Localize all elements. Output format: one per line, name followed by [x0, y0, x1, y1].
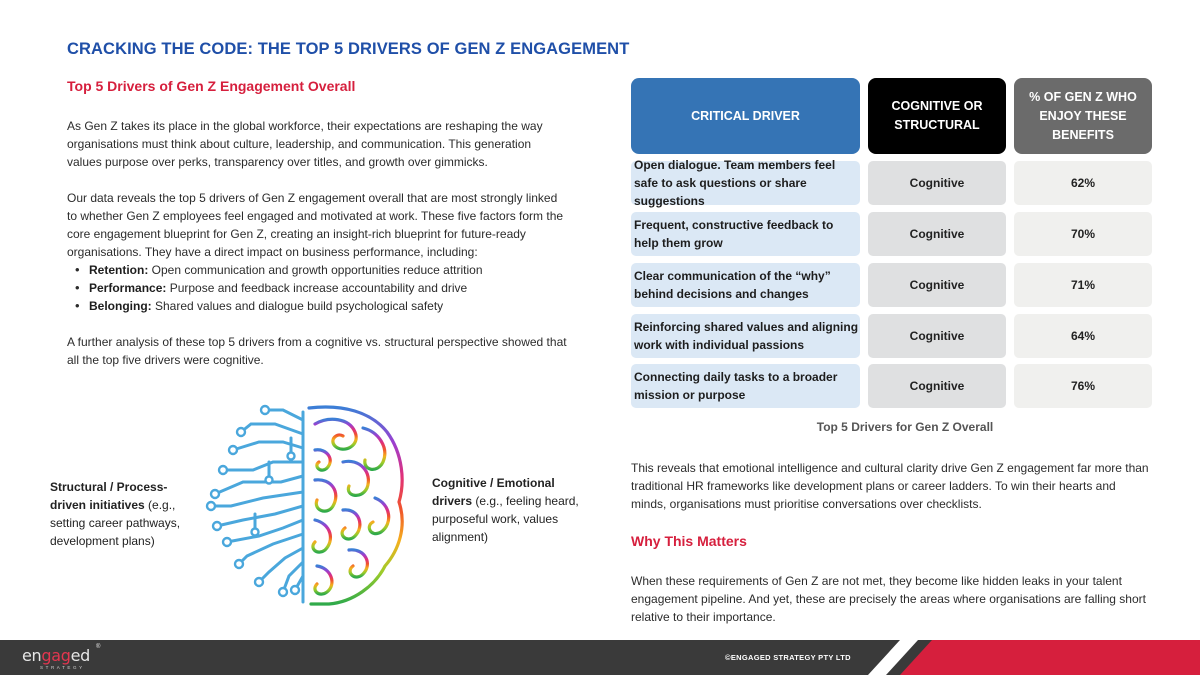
why-paragraph: When these requirements of Gen Z are not met, they become like hidden leaks in your talent engagement pipeline. And yet, these are precisely the areas where organisations are falling short relative to their importance.: [631, 574, 1146, 624]
cognitive-label-text: (e.g., feeling heard, purposeful work, values alignment): [432, 494, 579, 544]
intro-text-block: [67, 117, 567, 387]
circuit-hemisphere: [211, 410, 303, 602]
cognitive-hemisphere: [309, 407, 402, 604]
registered-mark: ®: [96, 644, 101, 650]
structural-label-text: (e.g., setting career pathways, development plans): [50, 498, 181, 548]
company-logo: [22, 646, 108, 672]
cognitive-label: [432, 474, 582, 546]
list-item: [67, 297, 567, 315]
footer-red-band: [870, 640, 1200, 675]
bullet-term: Retention:: [89, 263, 149, 277]
page-title: CRACKING THE CODE: THE TOP 5 DRIVERS OF GEN Z ENGAGEMENT: [67, 40, 630, 58]
footer-bar: [0, 640, 1200, 675]
table-row: [631, 314, 1152, 358]
bullet-text: Purpose and feedback increase accountability and drive: [166, 281, 468, 295]
bullet-text: Open communication and growth opportunities reduce attrition: [148, 263, 483, 277]
driver-cell: Reinforcing shared values and aligning work with individual passions: [631, 314, 860, 358]
structural-label-bold: Structural / Process-driven initiatives: [50, 480, 168, 512]
logo-red: gag: [41, 646, 71, 665]
section-title: Top 5 Drivers of Gen Z Engagement Overall: [67, 78, 356, 94]
type-cell: Cognitive: [868, 314, 1006, 358]
analysis-paragraph: A further analysis of these top 5 drivers from a cognitive vs. structural perspective showed that all the top five drivers were cognitive.: [67, 335, 567, 367]
table-row: [631, 364, 1152, 408]
logo-prefix: en: [22, 646, 42, 665]
cognitive-label-bold: Cognitive / Emotional drivers: [432, 476, 555, 508]
driver-cell: Connecting daily tasks to a broader mission or purpose: [631, 364, 860, 408]
type-cell: Cognitive: [868, 364, 1006, 408]
type-cell: Cognitive: [868, 212, 1006, 256]
brain-illustration: [203, 402, 413, 612]
percent-cell: 62%: [1014, 161, 1152, 205]
table-row: [631, 263, 1152, 307]
bullet-text: Shared values and dialogue build psychological safety: [151, 299, 444, 313]
why-title: Why This Matters: [631, 533, 747, 549]
percent-cell: 71%: [1014, 263, 1152, 307]
table-caption: Top 5 Drivers for Gen Z Overall: [816, 420, 994, 434]
driver-cell: Clear communication of the “why” behind decisions and changes: [631, 263, 860, 307]
table-row: [631, 158, 1152, 208]
driver-cell: Frequent, constructive feedback to help them grow: [631, 212, 860, 256]
reveal-paragraph: This reveals that emotional intelligence and cultural clarity drive Gen Z engagement far more than traditional HR frameworks like development plans or career ladders. To win their hearts and minds, organisations must prioritise conversations over checklists.: [631, 461, 1149, 511]
list-item: [67, 279, 567, 297]
type-cell: Cognitive: [868, 161, 1006, 205]
bullet-term: Belonging:: [89, 299, 152, 313]
logo-suffix: ed: [70, 646, 91, 665]
structural-label: [50, 478, 200, 550]
benefits-list: [67, 261, 567, 315]
logo-subtitle: STRATEGY: [40, 665, 85, 670]
header-cognitive-structural: COGNITIVE OR STRUCTURAL: [868, 78, 1006, 154]
percent-cell: 70%: [1014, 212, 1152, 256]
list-item: [67, 261, 567, 279]
data-paragraph: Our data reveals the top 5 drivers of Gen Z engagement overall that are most strongly linked to whether Gen Z employees feel engaged and motivated at work. These five factors form the core engagement blueprint for Gen Z, creating an insight-rich blueprint for future-ready organisations. They have a direct impact on business performance, including:: [67, 191, 564, 259]
intro-paragraph: As Gen Z takes its place in the global workforce, their expectations are reshaping the way organisations must think about culture, leadership, and communication. This generation values purpose over perks, transparency over titles, and growth over gimmicks.: [67, 119, 543, 169]
table-row: [631, 212, 1152, 256]
driver-cell: Open dialogue. Team members feel safe to ask questions or share suggestions: [631, 161, 860, 205]
header-critical-driver: CRITICAL DRIVER: [631, 78, 860, 154]
bullet-term: Performance:: [89, 281, 167, 295]
copyright-text: ©ENGAGED STRATEGY PTY LTD: [725, 653, 851, 662]
header-percent: % OF GEN Z WHO ENJOY THESE BENEFITS: [1014, 78, 1152, 154]
percent-cell: 76%: [1014, 364, 1152, 408]
type-cell: Cognitive: [868, 263, 1006, 307]
percent-cell: 64%: [1014, 314, 1152, 358]
logo-wordmark: [22, 646, 90, 665]
